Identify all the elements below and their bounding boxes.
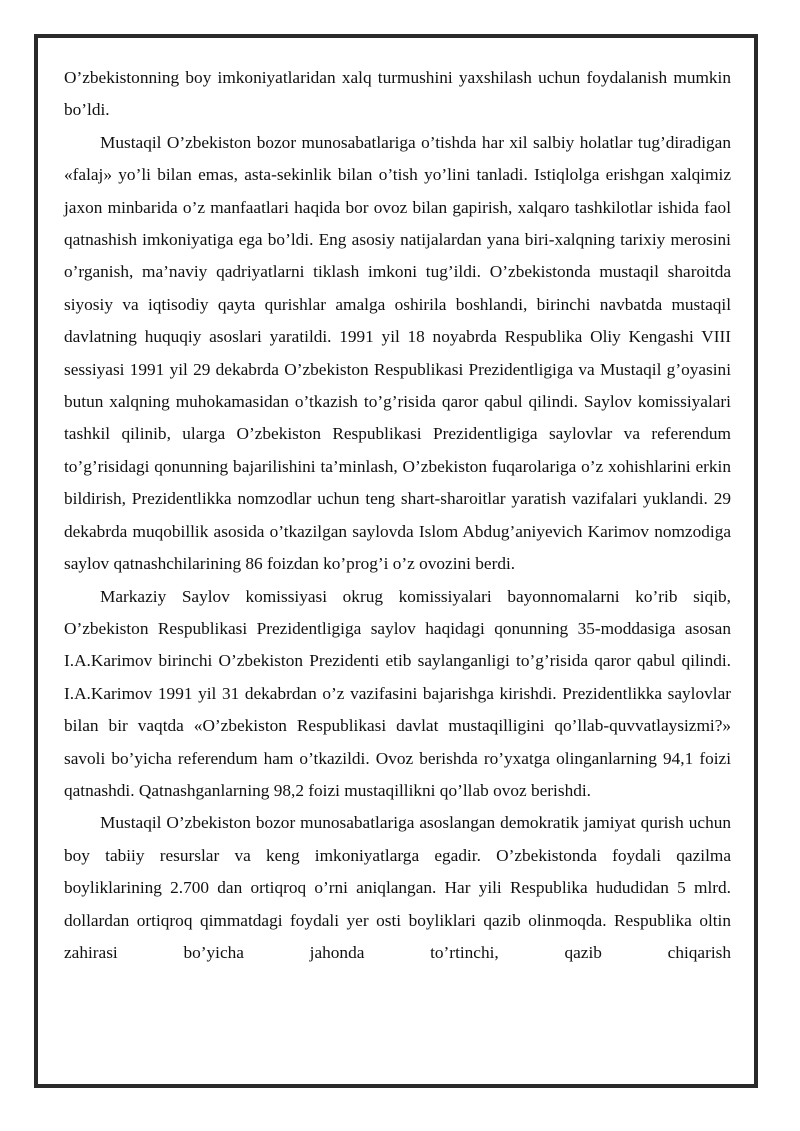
paragraph-4: Mustaqil O’zbekiston bozor munosabatlariga asoslangan demokratik jamiyat qurish uchun boy tabiiy resurslar va keng imkoniyatlarga egadir. O’zbekistonda foydali qazilma boyliklarining 2.700 dan ortiqroq o’rni aniqlangan. Har yili Respublika hududidan 5 mlrd. dollardan ortiqroq qimmatdagi foydali yer osti boyliklari qazib olinmoqda. Respublika oltin zahirasi bo’yicha jahonda to’rtinchi, qazib chiqarish: [64, 813, 731, 962]
paragraph-3: Markaziy Saylov komissiyasi okrug komissiyalari bayonnomalarni ko’rib siqib, O’zbekiston Respublikasi Prezidentligiga saylov haqidagi qonunning 35-moddasiga asosan I.A.Karimov birinchi O’zbekiston Prezidenti etib saylanganligi to’g’risida qaror qabul qilindi. I.A.Karimov 1991 yil 31 dekabrdan o’z vazifasini bajarishga kirishdi. Prezidentlikka saylovlar bilan bir vaqtda «O’zbekiston Respublikasi davlat mustaqilligini qo’llab-quvvatlaysizmi?» savoli bo’yicha referendum ham o’tkazildi. Ovoz berishda ro’yxatga olinganlarning 94,1 foizi qatnashdi. Qatnashganlarning 98,2 foizi mustaqillikni qo’llab ovoz berishdi.: [64, 586, 731, 800]
document-body: [64, 62, 731, 969]
paragraph-2: Mustaqil O’zbekiston bozor munosabatlariga o’tishda har xil salbiy holatlar tug’diradigan «falaj» yo’li bilan emas, asta-sekinlik bilan o’tish yo’lini tanladi. Istiqlolga erishgan xalqimiz jaxon minbarida o’z manfaatlari haqida bor ovoz bilan gapirish, xalqaro tashkilotlar ishida faol qatnashish imkoniyatiga ega bo’ldi. Eng asosiy natijalardan yana biri-xalqning tarixiy merosini o’rganish, ma’naviy qadriyatlarni tiklash imkoni tug’ildi. O’zbekistonda mustaqil sharoitda siyosiy va iqtisodiy qayta qurishlar amalga oshirila boshlandi, birinchi navbatda mustaqil davlatning huquqiy asoslari yaratildi. 1991 yil 18 noyabrda Respublika Oliy Kengashi VIII sessiyasi 1991 yil 29 dekabrda O’zbekiston Respublikasi Prezidentligiga va Mustaqil g’oyasini butun xalqning muhokamasidan o’tkazish to’g’risida qaror qabul qilindi. Saylov komissiyalari tashkil qilinib, ularga O’zbekiston Respublikasi Prezidentligiga saylovlar va referendum to’g’risidagi qonunning bajarilishini ta’minlash, O’zbekiston fuqarolariga o’z xohishlarini erkin bildirish, Prezidentlikka nomzodlar uchun teng shart-sharoitlar yaratish vazifalari yuklandi. 29 dekabrda muqobillik asosida o’tkazilgan saylovda Islom Abdug’aniyevich Karimov nomzodiga saylov qatnashchilarining 86 foizdan ko’prog’i o’z ovozini berdi.: [64, 132, 731, 574]
paragraph-1: O’zbekistonning boy imkoniyatlaridan xalq turmushini yaxshilash uchun foydalanish mumkin bo’ldi.: [64, 68, 731, 120]
